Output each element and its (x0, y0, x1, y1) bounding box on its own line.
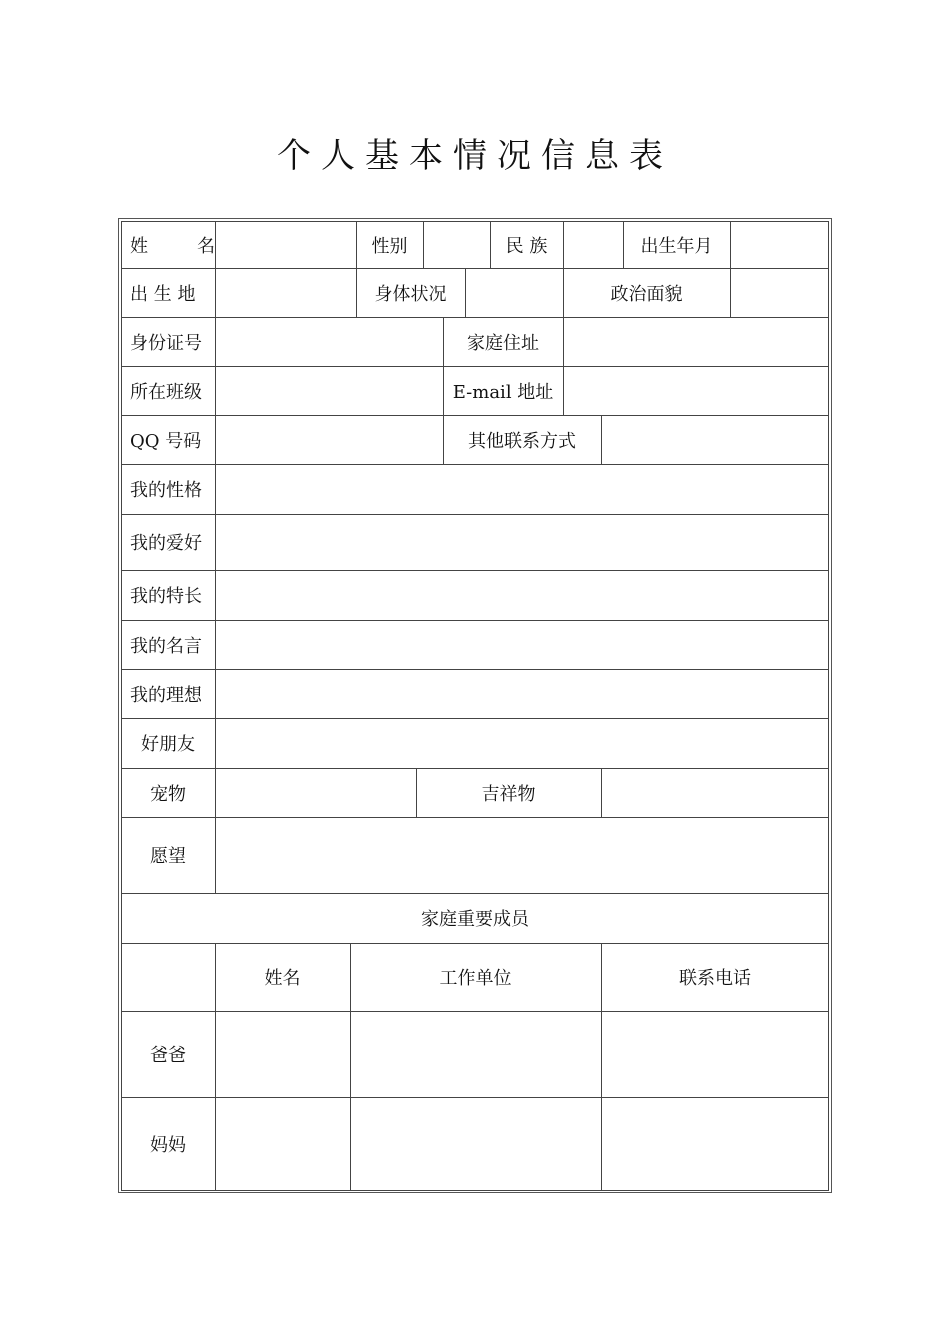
other-contact-input-cell[interactable] (602, 416, 828, 464)
label-pet: 宠物 (150, 783, 186, 805)
gender-input-cell[interactable] (424, 222, 490, 268)
qq-input-cell[interactable] (216, 416, 443, 464)
personality-input-cell[interactable] (216, 465, 828, 514)
family-col-name: 姓名 (264, 968, 301, 989)
label-name (121, 221, 225, 268)
strengths-input-cell[interactable] (216, 571, 828, 620)
wish-input-cell[interactable] (216, 818, 828, 893)
health-input-cell[interactable] (466, 269, 563, 317)
email-input-cell[interactable] (564, 367, 828, 415)
mother-name-cell[interactable] (216, 1098, 350, 1190)
label-gender: 性别 (371, 235, 408, 257)
ethnicity-input-cell[interactable] (564, 222, 623, 268)
friends-input-cell[interactable] (216, 719, 828, 768)
label-mascot: 吉祥物 (481, 783, 536, 805)
birth-date-input-cell[interactable] (731, 222, 828, 268)
label-personality: 我的性格 (130, 480, 202, 501)
label-health: 身体状况 (374, 283, 447, 305)
home-address-input-cell[interactable] (564, 318, 828, 366)
family-member-mother: 妈妈 (150, 1134, 186, 1156)
label-name-char-2: 名 (197, 235, 215, 257)
family-member-father: 爸爸 (150, 1045, 186, 1066)
form-title: 个人基本情况信息表 (277, 136, 673, 176)
label-friends: 好朋友 (141, 734, 195, 755)
hobbies-input-cell[interactable] (216, 515, 828, 570)
label-strengths: 我的特长 (130, 586, 202, 607)
family-col-phone: 联系电话 (679, 968, 751, 989)
motto-input-cell[interactable] (216, 621, 828, 669)
label-qq: QQ 号码 (130, 430, 202, 452)
class-input-cell[interactable] (216, 367, 443, 415)
father-name-cell[interactable] (216, 1012, 350, 1097)
father-workplace-cell[interactable] (351, 1012, 601, 1097)
mother-workplace-cell[interactable] (351, 1098, 601, 1190)
label-ideal: 我的理想 (130, 684, 202, 706)
label-email: E-mail 地址 (452, 381, 554, 403)
label-motto: 我的名言 (130, 635, 202, 657)
birthplace-input-cell[interactable] (216, 269, 355, 317)
family-col-workplace: 工作单位 (439, 968, 512, 989)
label-hobbies: 我的爱好 (130, 533, 202, 554)
father-phone-cell[interactable] (602, 1012, 828, 1097)
label-wish: 愿望 (150, 846, 186, 867)
mascot-input-cell[interactable] (602, 769, 828, 817)
family-section-title: 家庭重要成员 (421, 909, 529, 930)
label-name-char-1: 姓 (130, 235, 148, 257)
pet-input-cell[interactable] (216, 769, 416, 817)
name-input-cell[interactable] (216, 222, 355, 268)
label-other-contact: 其他联系方式 (468, 430, 576, 452)
label-birth-date: 出生年月 (640, 235, 713, 257)
label-political-status: 政治面貌 (610, 283, 683, 305)
label-ethnicity: 民 族 (505, 235, 548, 257)
political-status-input-cell[interactable] (731, 269, 828, 317)
label-id-number: 身份证号 (130, 332, 202, 354)
label-birthplace: 出 生 地 (130, 283, 196, 305)
form-table (121, 221, 829, 1191)
id-number-input-cell[interactable] (216, 318, 443, 366)
ideal-input-cell[interactable] (216, 670, 828, 718)
label-class: 所在班级 (130, 381, 202, 403)
mother-phone-cell[interactable] (602, 1098, 828, 1190)
label-home-address: 家庭住址 (467, 332, 539, 354)
